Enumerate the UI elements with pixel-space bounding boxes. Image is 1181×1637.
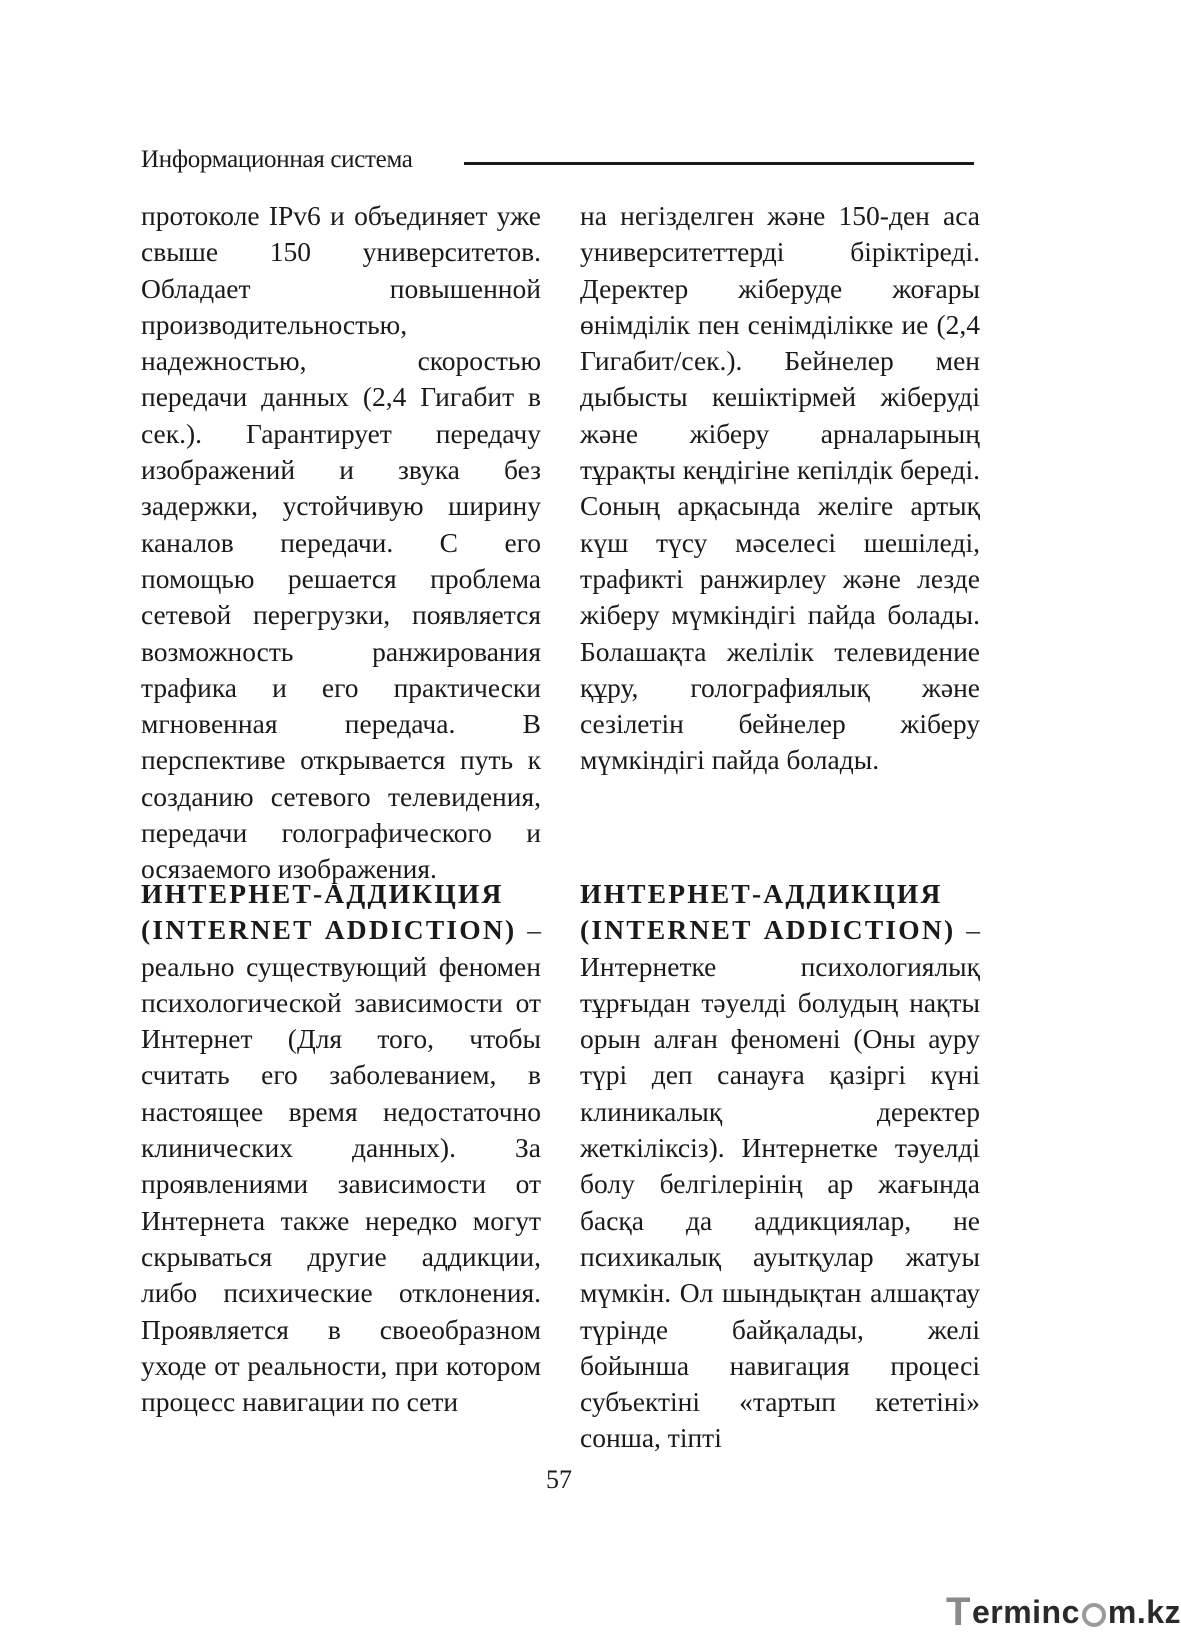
- running-title: Информационная система: [141, 146, 413, 173]
- entry-dash: –: [516, 914, 542, 946]
- header-rule: [464, 162, 974, 165]
- entry-dash: –: [955, 914, 981, 946]
- column-right-top: [580, 198, 980, 779]
- magnifier-ring-icon: [1082, 1603, 1106, 1627]
- entry-term: ИНТЕРНЕТ-АДДИКЦИЯ (INTERNET ADDICTION): [580, 878, 956, 946]
- entry-left: [141, 876, 541, 1420]
- paragraph: на негізделген және 150-ден аса университеттерді біріктіреді. Деректер жіберуде жоғары өнімділік пен сенімділікке ие (2,4 Гигабит/сек.). Бейнелер мен дыбысты кешіктірмей жіберуді және жіберу арналарының тұрақты кеңдігіне кепілдік береді. Соның арқасында желіге артық күш түсу мәселесі шешіледі, трафикті ранжирлеу және лезде жіберу мүмкіндігі пайда болады. Болашақта желілік телевидение құру, голографиялық және сезілетін бейнелер жіберу мүмкіндігі пайда болады.: [580, 200, 980, 776]
- watermark-text: nc: [1041, 1594, 1080, 1630]
- watermark-letter: T: [946, 1590, 971, 1634]
- watermark-text: m.kz: [1107, 1594, 1181, 1630]
- entry-right: [580, 876, 980, 1457]
- paragraph: протоколе IPv6 и объединяет уже свыше 150 университетов. Обладает повышенной производительностью, надежностью, скоростью передачи данных (2,4 Гигабит в сек.). Гарантирует передачу изображений и звука без задержки, устойчивую ширину каналов передачи. С его помощью решается проблема сетевой перегрузки, появляется возможность ранжирования трафика и его практически мгновенная передача. В перспективе открывается путь к созданию сетевого телевидения, передачи голографического и осязаемого изображения.: [141, 200, 541, 885]
- watermark-text: ermi: [971, 1594, 1042, 1630]
- entry-paragraph: [141, 876, 541, 1420]
- watermark-logo: [946, 1590, 1181, 1635]
- entry-body: Интернетке психологиялық тұрғыдан тәуелді болудың нақты орын алған феномені (Оны ауру түрі деп санауға қазіргі күні клиникалық деректер жеткіліксіз). Интернетке тәуелді болу белгілерінің ар жағында басқа да аддикциялар, не психикалық ауытқулар жатуы мүмкін. Ол шындықтан алшақтау түрінде байқалады, желі бойынша навигация процесі субъектіні «тартып кететіні» сонша, тіпті: [580, 950, 980, 1454]
- entry-paragraph: [580, 876, 980, 1457]
- entry-body: реально существующий феномен психологической зависимости от Интернет (Для того, чтобы считать его заболеванием, в настоящее время недостаточно клинических данных). За проявлениями зависимости от Интернета также нередко могут скрываться другие аддикции, либо психические отклонения. Проявляется в своеобразном уходе от реальности, при котором процесс навигации по сети: [141, 950, 541, 1418]
- page-number: 57: [546, 1465, 572, 1494]
- column-left-top: [141, 198, 541, 888]
- entry-term: ИНТЕРНЕТ-АДДИКЦИЯ (INTERNET ADDICTION): [141, 878, 517, 946]
